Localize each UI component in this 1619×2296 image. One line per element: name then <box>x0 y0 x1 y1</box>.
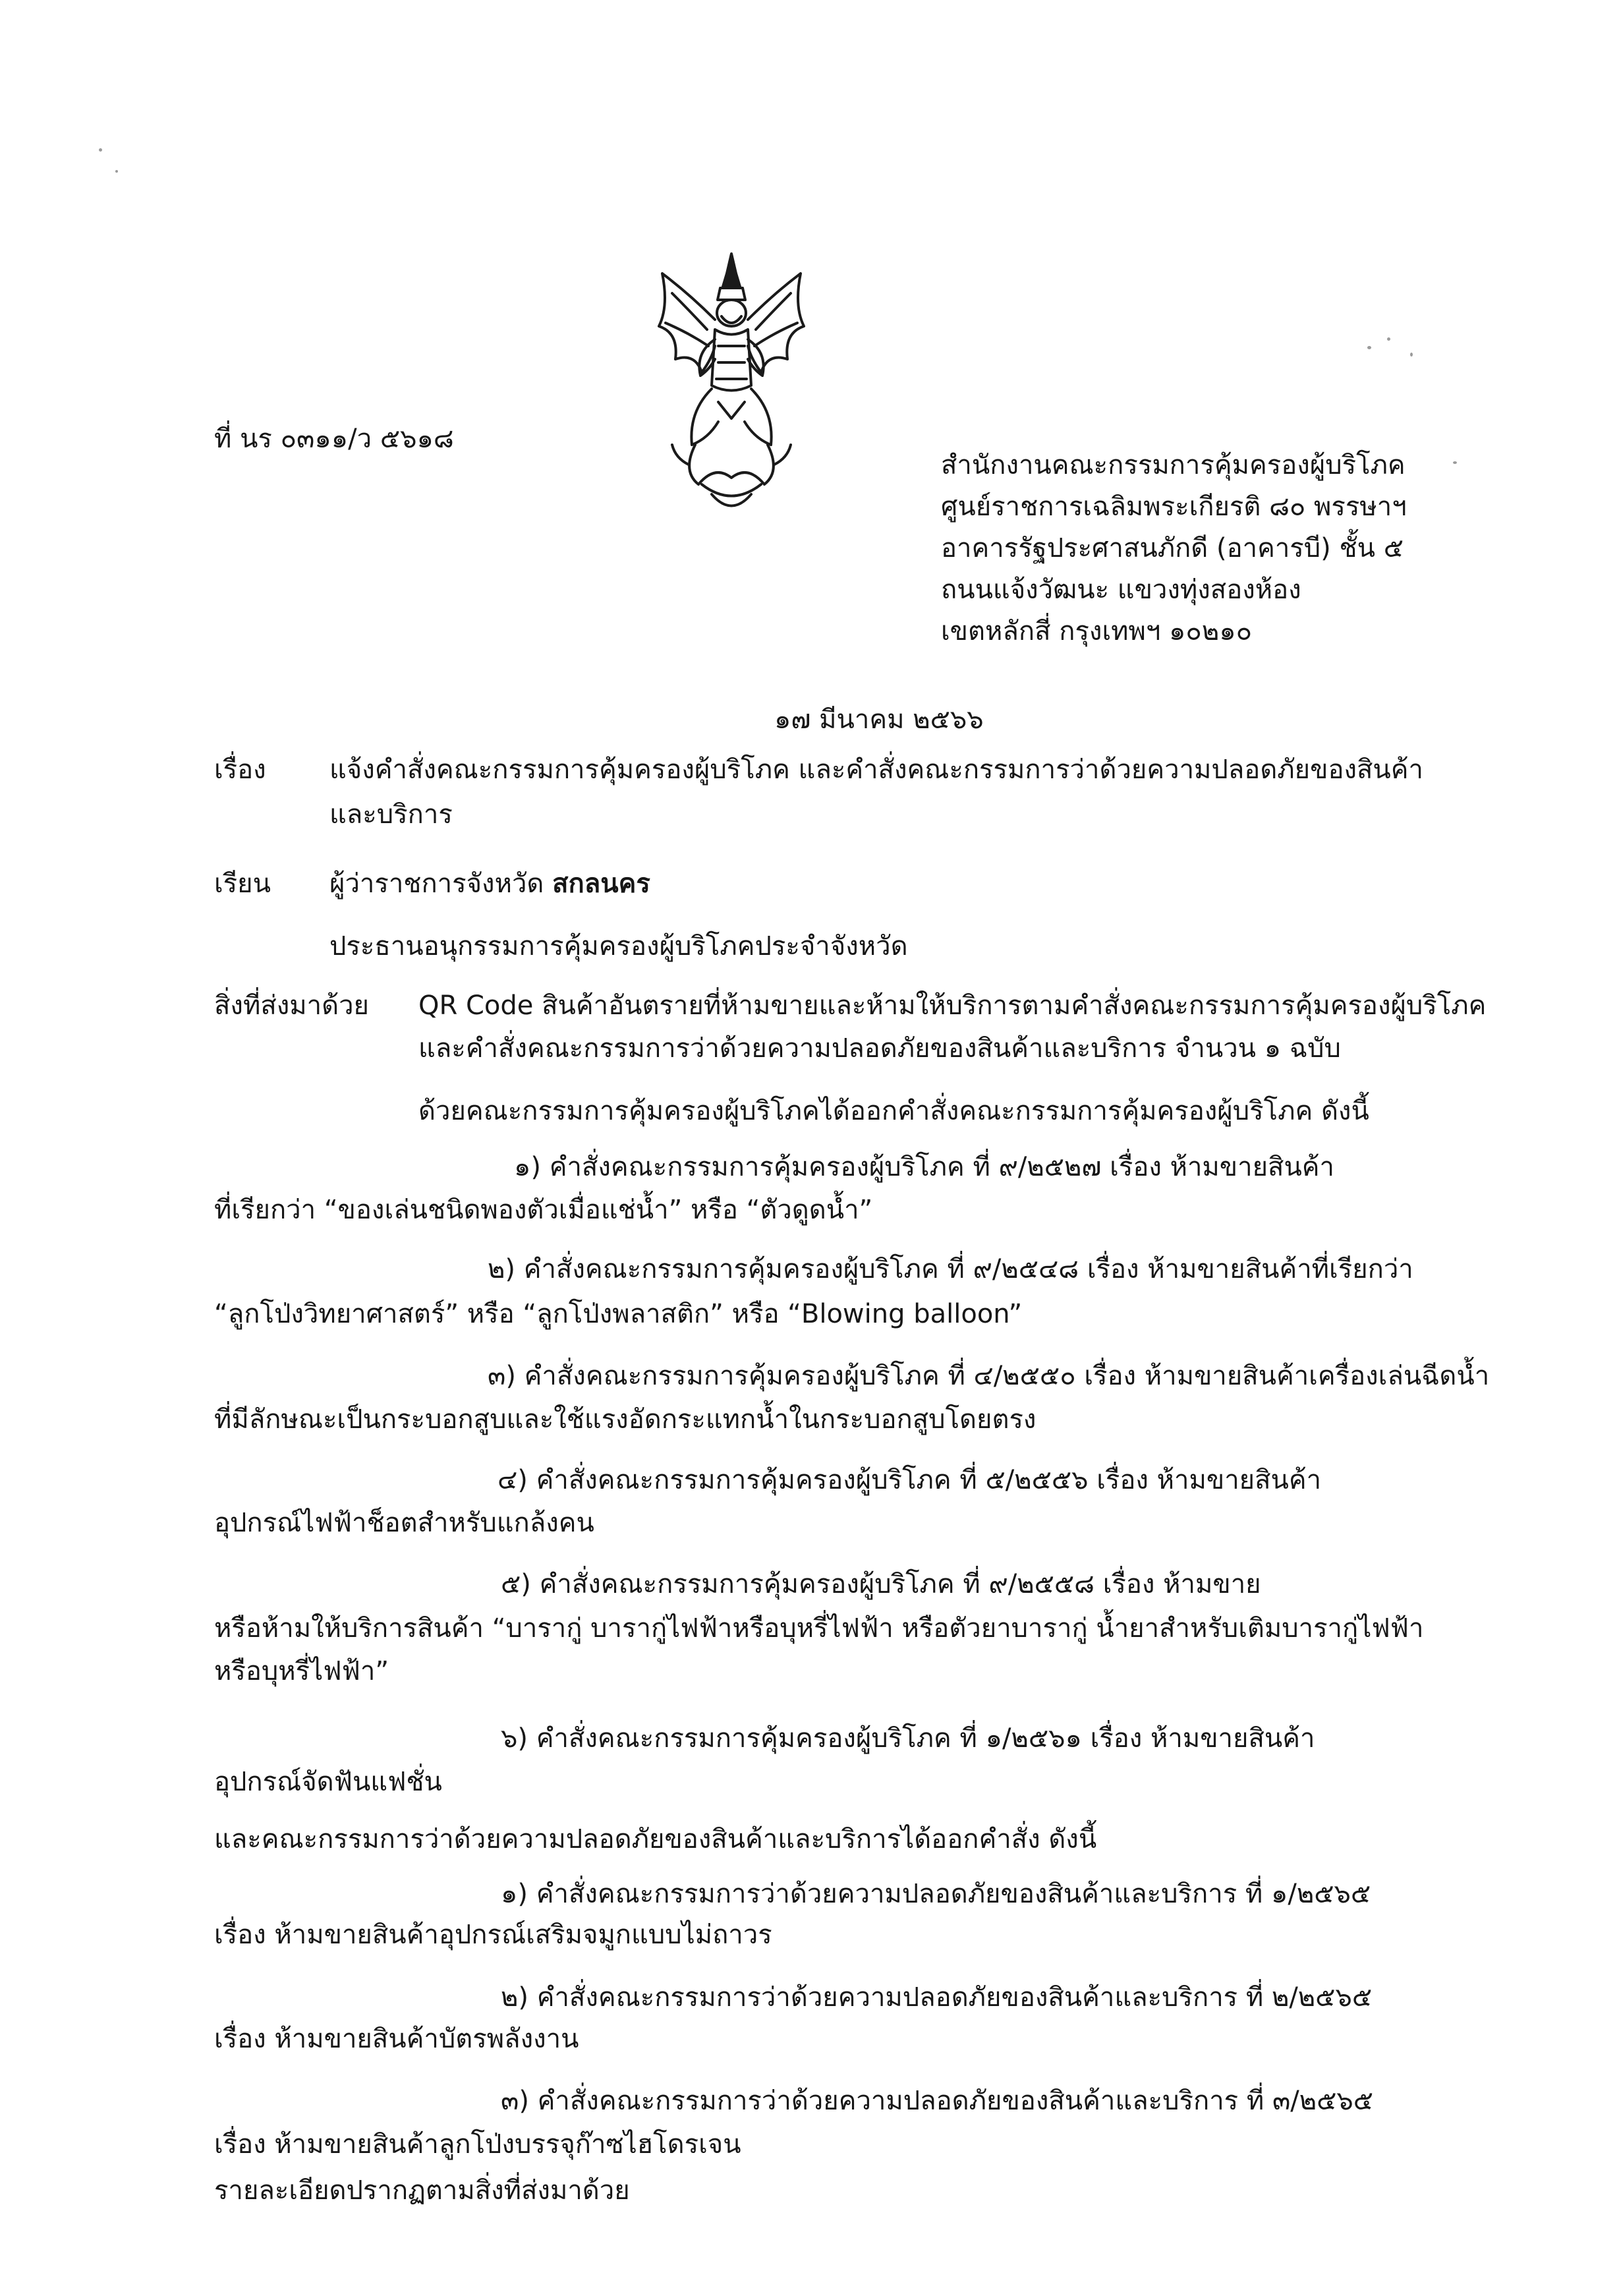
order-item-line: ๓) คำสั่งคณะกรรมการว่าด้วยความปลอดภัยของสินค้าและบริการ ที่ ๓/๒๕๖๕ <box>501 2086 1374 2116</box>
enclosure-label: สิ่งที่ส่งมาด้วย <box>214 990 369 1021</box>
recipient-title: ประธานอนุกรรมการคุ้มครองผู้บริโภคประจำจังหวัด <box>329 931 908 961</box>
closing-sentence: รายละเอียดปรากฏตามสิ่งที่ส่งมาด้วย <box>214 2175 630 2206</box>
letter-date: ๑๗ มีนาคม ๒๕๖๖ <box>774 704 984 735</box>
order-item-line: “ลูกโป่งวิทยาศาสตร์” หรือ “ลูกโป่งพลาสติก” หรือ “Blowing balloon” <box>214 1299 1023 1329</box>
scan-speck <box>115 170 118 173</box>
order-item-line: เรื่อง ห้ามขายสินค้าบัตรพลังงาน <box>214 2024 579 2054</box>
subject-text: และบริการ <box>329 799 453 830</box>
enclosure-text: และคำสั่งคณะกรรมการว่าด้วยความปลอดภัยของสินค้าและบริการ จำนวน ๑ ฉบับ <box>418 1033 1341 1064</box>
order-item-line: ๓) คำสั่งคณะกรรมการคุ้มครองผู้บริโภค ที่ ๔/๒๕๕๐ เรื่อง ห้ามขายสินค้าเครื่องเล่นฉีดน้ำ <box>488 1361 1490 1391</box>
recipient-title <box>329 867 650 901</box>
scan-speck <box>1387 337 1390 341</box>
order-item-line: ๑) คำสั่งคณะกรรมการว่าด้วยความปลอดภัยของสินค้าและบริการ ที่ ๑/๒๕๖๕ <box>501 1879 1371 1909</box>
order-item-line: ที่เรียกว่า “ของเล่นชนิดพองตัวเมื่อแช่น้ำ” หรือ “ตัวดูดน้ำ” <box>214 1195 873 1225</box>
garuda-emblem-icon <box>649 247 814 524</box>
order-item-line: เรื่อง ห้ามขายสินค้าอุปกรณ์เสริมจมูกแบบไม่ถาวร <box>214 1920 772 1950</box>
sender-address-line: ถนนแจ้งวัฒนะ แขวงทุ่งสองห้อง <box>941 575 1301 605</box>
recipient-label: เรียน <box>214 869 271 899</box>
sender-address-line: ศูนย์ราชการเฉลิมพระเกียรติ ๘๐ พรรษาฯ <box>941 492 1407 522</box>
order-item-line: อุปกรณ์จัดฟันแฟชั่น <box>214 1767 442 1797</box>
scan-speck <box>99 148 102 152</box>
subject-text: แจ้งคำสั่งคณะกรรมการคุ้มครองผู้บริโภค และคำสั่งคณะกรรมการว่าด้วยความปลอดภัยของสินค้า <box>329 755 1423 785</box>
body-paragraph-intro: และคณะกรรมการว่าด้วยความปลอดภัยของสินค้าและบริการได้ออกคำสั่ง ดังนี้ <box>214 1824 1097 1854</box>
recipient-title-prefix: ผู้ว่าราชการจังหวัด <box>329 869 544 899</box>
order-item-line: ๖) คำสั่งคณะกรรมการคุ้มครองผู้บริโภค ที่ ๑/๒๕๖๑ เรื่อง ห้ามขายสินค้า <box>501 1723 1315 1754</box>
sender-address-line: เขตหลักสี่ กรุงเทพฯ ๑๐๒๑๐ <box>941 616 1253 646</box>
order-item-line: ๒) คำสั่งคณะกรรมการว่าด้วยความปลอดภัยของสินค้าและบริการ ที่ ๒/๒๕๖๕ <box>501 1982 1373 2013</box>
order-item-line: ๒) คำสั่งคณะกรรมการคุ้มครองผู้บริโภค ที่ ๙/๒๕๔๘ เรื่อง ห้ามขายสินค้าที่เรียกว่า <box>488 1254 1413 1284</box>
scan-speck <box>1410 353 1413 357</box>
recipient-province: สกลนคร <box>552 869 650 899</box>
scan-speck <box>1367 346 1371 349</box>
enclosure-text: QR Code สินค้าอันตรายที่ห้ามขายและห้ามให้บริการตามคำสั่งคณะกรรมการคุ้มครองผู้บริโภค <box>418 990 1487 1021</box>
order-item-line: หรือห้ามให้บริการสินค้า “บารากู่ บารากู่ไฟฟ้าหรือบุหรี่ไฟฟ้า หรือตัวยาบารากู่ น้ำยาสำหรับเติมบารากู่ไฟฟ้า <box>214 1613 1424 1644</box>
order-item-line: ๑) คำสั่งคณะกรรมการคุ้มครองผู้บริโภค ที่ ๙/๒๕๒๗ เรื่อง ห้ามขายสินค้า <box>514 1152 1334 1182</box>
scan-speck <box>1453 461 1457 464</box>
subject-label: เรื่อง <box>214 755 266 785</box>
order-item-line: เรื่อง ห้ามขายสินค้าลูกโป่งบรรจุก๊าซไฮโดรเจน <box>214 2129 741 2160</box>
reference-number: ที่ นร ๐๓๑๑/ว ๕๖๑๘ <box>214 424 454 454</box>
order-item-line: ๔) คำสั่งคณะกรรมการคุ้มครองผู้บริโภค ที่ ๕/๒๕๕๖ เรื่อง ห้ามขายสินค้า <box>497 1465 1322 1495</box>
body-paragraph-intro: ด้วยคณะกรรมการคุ้มครองผู้บริโภคได้ออกคำสั่งคณะกรรมการคุ้มครองผู้บริโภค ดังนี้ <box>418 1096 1369 1126</box>
sender-address-line: สำนักงานคณะกรรมการคุ้มครองผู้บริโภค <box>941 450 1406 480</box>
order-item-line: ที่มีลักษณะเป็นกระบอกสูบและใช้แรงอัดกระแทกน้ำในกระบอกสูบโดยตรง <box>214 1404 1037 1435</box>
order-item-line: หรือบุหรี่ไฟฟ้า” <box>214 1656 389 1686</box>
order-item-line: ๕) คำสั่งคณะกรรมการคุ้มครองผู้บริโภค ที่ ๙/๒๕๕๘ เรื่อง ห้ามขาย <box>501 1569 1261 1599</box>
order-item-line: อุปกรณ์ไฟฟ้าช็อตสำหรับแกล้งคน <box>214 1508 594 1538</box>
sender-address-line: อาคารรัฐประศาสนภักดี (อาคารบี) ชั้น ๕ <box>941 533 1404 563</box>
